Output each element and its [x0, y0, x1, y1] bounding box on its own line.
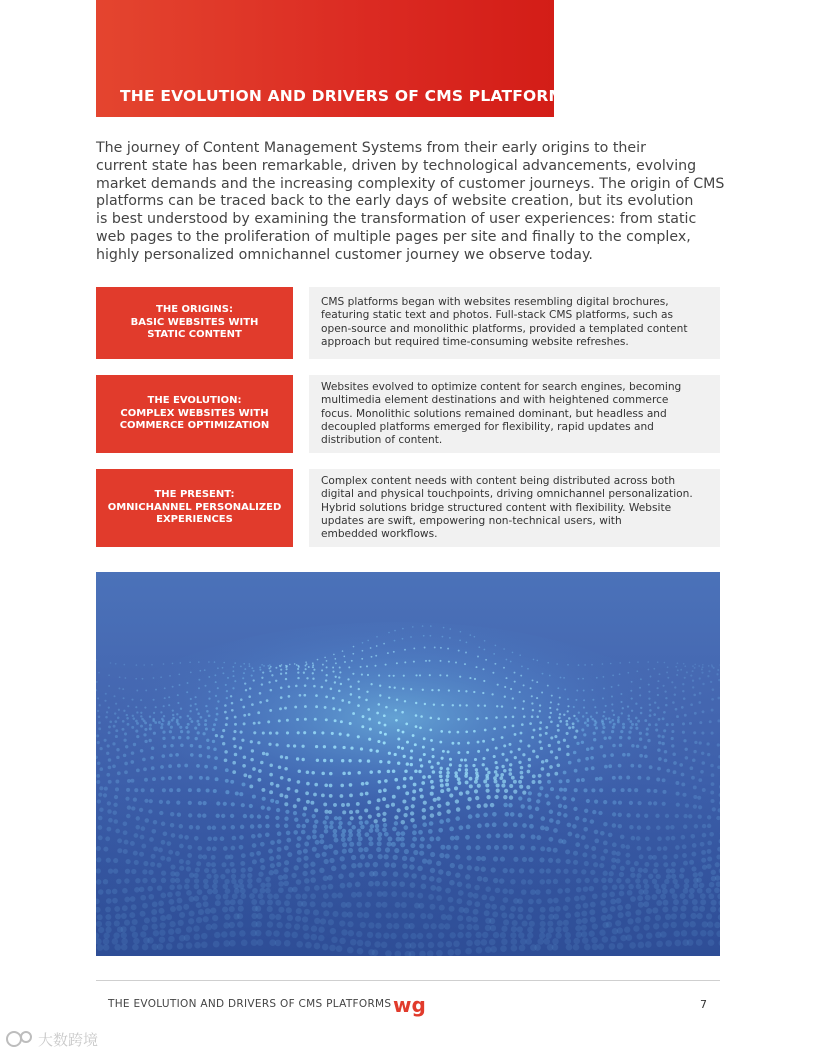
stage-description — [309, 287, 720, 359]
stage-label-line: COMMERCE OPTIMIZATION — [119, 420, 270, 432]
page-title: THE EVOLUTION AND DRIVERS OF CMS PLATFORMS — [120, 87, 576, 105]
stage-desc-line: distribution of content. — [321, 434, 443, 447]
intro-line: market demands and the increasing complexity of customer journeys. The origin of CMS — [96, 175, 725, 192]
stage-desc-line: open-source and monolithic platforms, provided a templated content — [321, 322, 688, 335]
stage-label — [96, 375, 293, 453]
particle-wave-graphic — [96, 572, 720, 956]
intro-line: highly personalized omnichannel customer journey we observe today. — [96, 246, 593, 263]
hero-particle-wave-image — [96, 572, 720, 956]
stage-label-line: THE PRESENT: — [154, 488, 235, 500]
stage-description — [309, 375, 720, 453]
wg-logo-icon — [392, 992, 426, 1026]
stage-desc-line: CMS platforms began with websites resembling digital brochures, — [321, 296, 669, 308]
stage-description — [309, 469, 720, 547]
stage-desc-line: approach but required time-consuming website refreshes. — [321, 335, 629, 348]
stage-desc-line: updates are swift, empowering non-technical users, with — [321, 514, 622, 527]
intro-line: current state has been remarkable, driven by technological advancements, evolving — [96, 157, 697, 174]
stage-desc-line: Complex content needs with content being distributed across both — [321, 475, 676, 487]
page-number: 7 — [700, 998, 707, 1011]
stage-label-line: EXPERIENCES — [156, 514, 233, 526]
intro-line: The journey of Content Management Systems from their early origins to their — [96, 140, 646, 156]
stage-desc-line: featuring static text and photos. Full-stack CMS platforms, such as — [321, 309, 674, 322]
svg-text:wg: wg — [393, 993, 426, 1017]
stage-label-line: COMPLEX WEBSITES WITH — [120, 407, 269, 419]
intro-paragraph — [96, 140, 725, 265]
stage-desc-line: focus. Monolithic solutions remained dominant, but headless and — [321, 407, 667, 420]
watermark-logo-icon — [7, 1032, 21, 1046]
stage-label-line: BASIC WEBSITES WITH — [130, 316, 259, 328]
stage-desc-line: Websites evolved to optimize content for search engines, becoming — [321, 381, 682, 393]
stage-label — [96, 469, 293, 547]
stage-row-origins — [96, 287, 720, 359]
stage-label-line: OMNICHANNEL PERSONALIZED — [107, 501, 282, 513]
stage-label-line: THE ORIGINS: — [156, 303, 233, 315]
stage-desc-line: Hybrid solutions bridge structured content with flexibility. Website — [321, 501, 672, 514]
footer-title: THE EVOLUTION AND DRIVERS OF CMS PLATFORMS — [108, 998, 392, 1010]
watermark-text: 大数跨境 — [38, 1031, 99, 1049]
stage-desc-line: decoupled platforms emerged for flexibility, rapid updates and — [321, 420, 654, 433]
intro-line: web pages to the proliferation of multiple pages per site and finally to the complex, — [96, 228, 691, 245]
stage-label — [96, 287, 293, 359]
title-banner — [96, 0, 576, 117]
watermark — [4, 1027, 114, 1055]
stage-label-line: THE EVOLUTION: — [147, 394, 242, 406]
stage-label-line: STATIC CONTENT — [147, 329, 242, 341]
stage-row-evolution — [96, 375, 720, 453]
stage-row-present — [96, 469, 720, 547]
stage-desc-line: multimedia element destinations and with heightened commerce — [321, 394, 669, 407]
intro-line: platforms can be traced back to the early days of website creation, but its evolution — [96, 193, 694, 210]
footer-divider — [96, 980, 720, 981]
intro-line: is best understood by examining the transformation of user experiences: from static — [96, 211, 697, 228]
stage-desc-line: digital and physical touchpoints, driving omnichannel personalization. — [321, 488, 693, 501]
stage-desc-line: embedded workflows. — [321, 528, 438, 541]
